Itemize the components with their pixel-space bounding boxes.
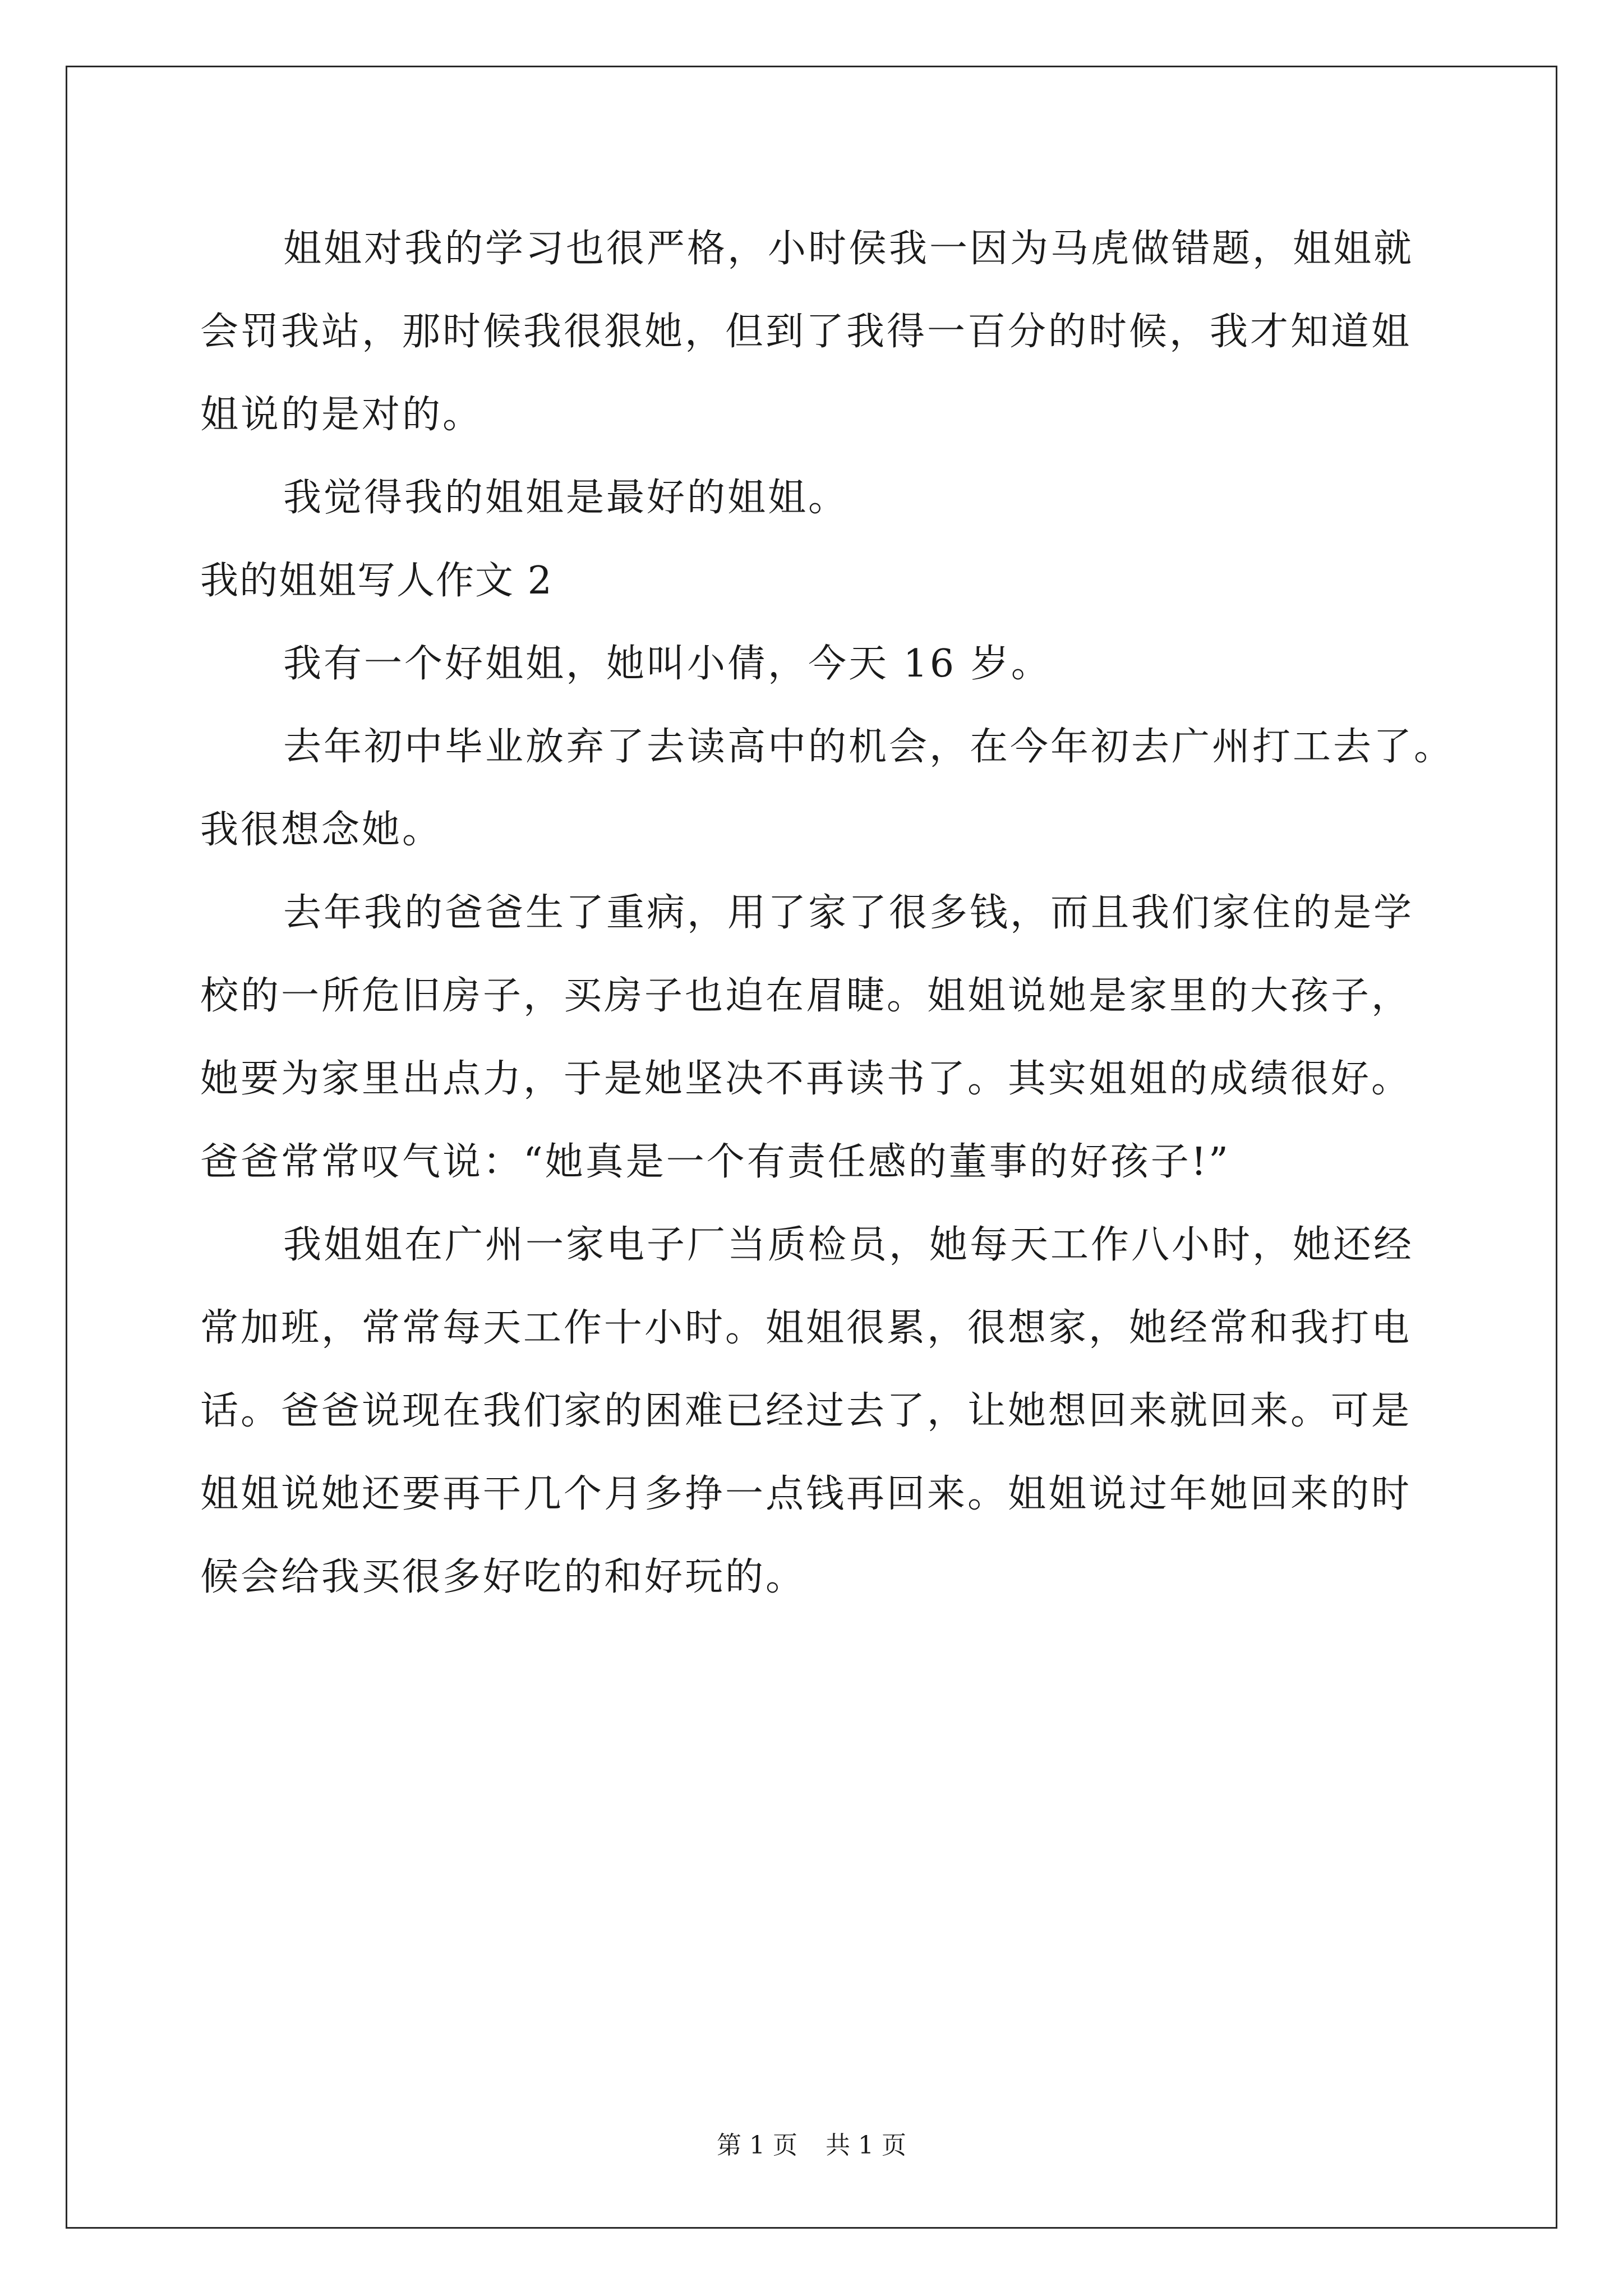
page-footer <box>0 2129 1623 2162</box>
body-line-6: 我有一个好姐姐，她叫小倩，今天 16 岁。 <box>283 642 1052 686</box>
body-line-10: 校的一所危旧房子，买房子也迫在眉睫。姐姐说她是家里的大孩子， <box>200 974 1412 1018</box>
body-line-17: 候会给我买很多好吃的和好玩的。 <box>200 1555 806 1599</box>
body-line-3: 姐说的是对的。 <box>200 393 483 437</box>
body-line-4: 我觉得我的姐姐是最好的姐姐。 <box>283 476 849 520</box>
body-line-12: 爸爸常常叹气说：“她真是一个有责任感的董事的好孩子!” <box>200 1140 1230 1184</box>
body-line-1: 姐姐对我的学习也很严格，小时侯我一因为马虎做错题，姐姐就 <box>283 227 1414 271</box>
body-line-16: 姐姐说她还要再干几个月多挣一点钱再回来。姐姐说过年她回来的时 <box>200 1472 1412 1516</box>
body-line-15: 话。爸爸说现在我们家的困难已经过去了，让她想回来就回来。可是 <box>200 1389 1412 1433</box>
document-body <box>200 208 1455 1619</box>
body-line-11: 她要为家里出点力，于是她坚决不再读书了。其实姐姐的成绩很好。 <box>200 1057 1412 1101</box>
body-line-9: 去年我的爸爸生了重病，用了家了很多钱，而且我们家住的是学 <box>283 891 1414 935</box>
body-line-7: 去年初中毕业放弃了去读高中的机会，在今年初去广州打工去了。 <box>283 725 1455 769</box>
body-line-14: 常加班，常常每天工作十小时。姐姐很累，很想家，她经常和我打电 <box>200 1306 1412 1350</box>
body-line-13: 我姐姐在广州一家电子厂当质检员，她每天工作八小时，她还经 <box>283 1223 1414 1267</box>
page-number: 第 1 页 <box>717 2131 797 2160</box>
section-heading: 我的姐姐写人作文 2 <box>200 559 553 603</box>
body-line-8: 我很想念她。 <box>200 808 443 852</box>
body-line-2: 会罚我站，那时候我很狠她，但到了我得一百分的时候，我才知道姐 <box>200 310 1412 354</box>
page-total: 共 1 页 <box>826 2131 906 2160</box>
